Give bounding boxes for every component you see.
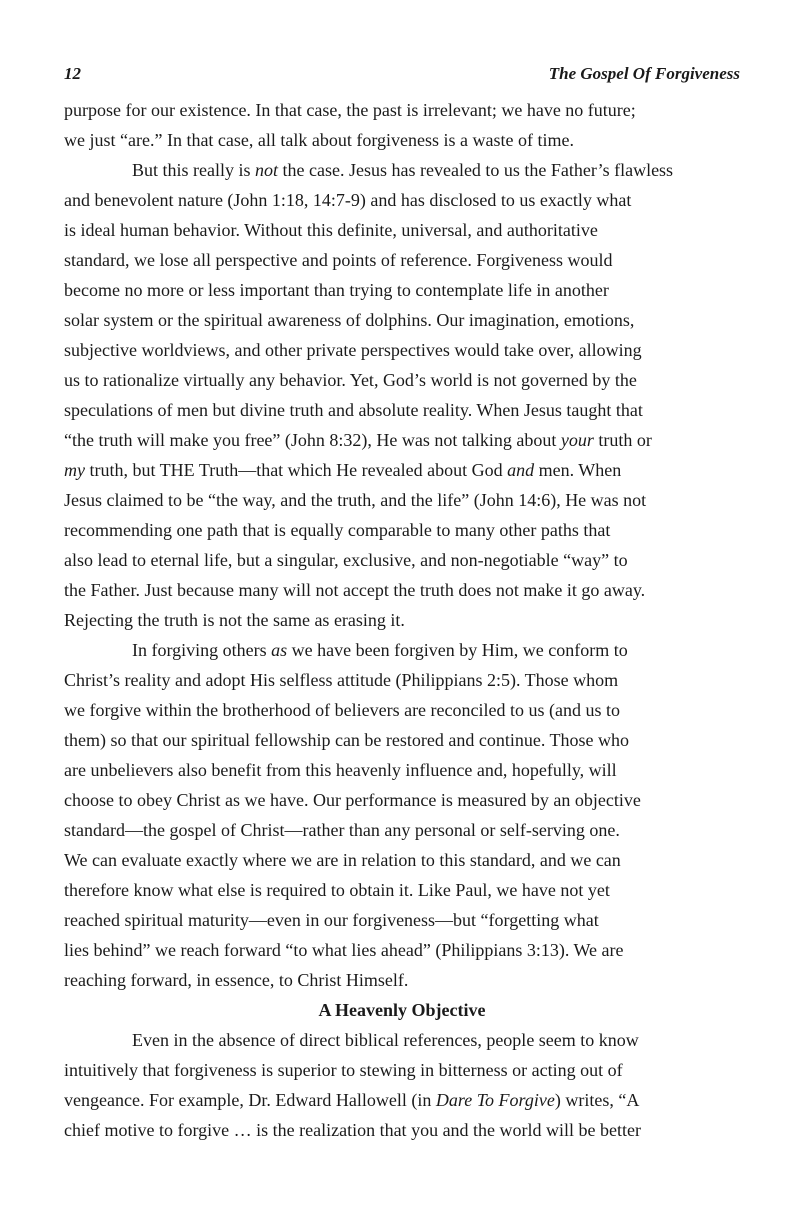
text-line <box>64 155 740 185</box>
text-segment: ) writes, “A <box>554 1090 640 1110</box>
text-segment: we have been forgiven by Him, we conform to <box>287 640 628 660</box>
text-segment: we forgive within the brotherhood of believers are reconciled to us (and us to <box>64 700 620 720</box>
text-segment: truth, but THE Truth—that which He revealed about God <box>85 460 508 480</box>
italic-text: not <box>255 160 279 180</box>
text-segment: therefore know what else is required to obtain it. Like Paul, we have not yet <box>64 880 610 900</box>
italic-text: as <box>271 640 288 660</box>
text-segment: But this really is <box>132 160 255 180</box>
text-line <box>64 815 740 845</box>
text-segment: reached spiritual maturity—even in our forgiveness—but “forgetting what <box>64 910 599 930</box>
text-segment: standard, we lose all perspective and points of reference. Forgiveness would <box>64 250 613 270</box>
text-segment: the Father. Just because many will not accept the truth does not make it go away. <box>64 580 646 600</box>
text-line <box>64 725 740 755</box>
text-line <box>64 1085 740 1115</box>
text-segment: subjective worldviews, and other private perspectives would take over, allowing <box>64 340 642 360</box>
italic-text: and <box>507 460 535 480</box>
text-line <box>64 905 740 935</box>
text-line <box>64 875 740 905</box>
text-line <box>64 365 740 395</box>
running-title: The Gospel Of Forgiveness <box>548 64 740 83</box>
text-segment: become no more or less important than trying to contemplate life in another <box>64 280 609 300</box>
text-line <box>64 785 740 815</box>
page-header <box>64 64 740 90</box>
body-text <box>64 95 740 1145</box>
text-line <box>64 185 740 215</box>
text-segment: vengeance. For example, Dr. Edward Hallowell (in <box>64 1090 436 1110</box>
text-line <box>64 395 740 425</box>
text-segment: recommending one path that is equally comparable to many other paths that <box>64 520 611 540</box>
text-segment: us to rationalize virtually any behavior. Yet, God’s world is not governed by the <box>64 370 637 390</box>
text-line <box>64 635 740 665</box>
text-line <box>64 755 740 785</box>
text-line <box>64 695 740 725</box>
text-line <box>64 455 740 485</box>
text-segment: “the truth will make you free” (John 8:32), He was not talking about <box>64 430 561 450</box>
text-segment: speculations of men but divine truth and absolute reality. When Jesus taught that <box>64 400 643 420</box>
page-number: 12 <box>64 64 81 83</box>
text-line <box>64 545 740 575</box>
text-segment: In forgiving others <box>132 640 272 660</box>
text-line <box>64 215 740 245</box>
text-segment: Even in the absence of direct biblical references, people seem to know <box>132 1030 639 1050</box>
text-line <box>64 485 740 515</box>
text-segment: Christ’s reality and adopt His selfless attitude (Philippians 2:5). Those whom <box>64 670 619 690</box>
text-segment: is ideal human behavior. Without this definite, universal, and authoritative <box>64 220 598 240</box>
text-segment: lies behind” we reach forward “to what lies ahead” (Philippians 3:13). We are <box>64 940 624 960</box>
text-segment: Rejecting the truth is not the same as erasing it. <box>64 610 405 630</box>
text-line <box>64 275 740 305</box>
text-segment: are unbelievers also benefit from this heavenly influence and, hopefully, will <box>64 760 617 780</box>
text-segment: solar system or the spiritual awareness of dolphins. Our imagination, emotions, <box>64 310 635 330</box>
text-line <box>64 845 740 875</box>
text-line <box>64 125 740 155</box>
text-line <box>64 425 740 455</box>
text-line <box>64 605 740 635</box>
text-segment: standard—the gospel of Christ—rather than any personal or self-serving one. <box>64 820 620 840</box>
text-line <box>64 515 740 545</box>
text-line <box>64 335 740 365</box>
italic-text: my <box>64 460 85 480</box>
text-segment: chief motive to forgive … is the realization that you and the world will be better <box>64 1120 642 1140</box>
text-segment: and benevolent nature (John 1:18, 14:7-9) and has disclosed to us exactly what <box>64 190 632 210</box>
section-heading <box>64 995 740 1025</box>
text-segment: them) so that our spiritual fellowship can be restored and continue. Those who <box>64 730 630 750</box>
text-line <box>64 1025 740 1055</box>
text-segment: choose to obey Christ as we have. Our performance is measured by an objective <box>64 790 641 810</box>
text-segment: truth or <box>593 430 652 450</box>
text-segment: Jesus claimed to be “the way, and the truth, and the life” (John 14:6), He was not <box>64 490 647 510</box>
text-line <box>64 245 740 275</box>
text-line <box>64 1055 740 1085</box>
italic-text: your <box>560 430 594 450</box>
text-segment: men. When <box>534 460 622 480</box>
text-segment: intuitively that forgiveness is superior to stewing in bitterness or acting out of <box>64 1060 623 1080</box>
text-line <box>64 665 740 695</box>
italic-text: Dare To Forgive <box>435 1090 555 1110</box>
text-line <box>64 95 740 125</box>
text-segment: A Heavenly Objective <box>318 1000 486 1020</box>
text-segment: the case. Jesus has revealed to us the Father’s flawless <box>278 160 674 180</box>
text-segment: we just “are.” In that case, all talk about forgiveness is a waste of time. <box>64 130 574 150</box>
text-segment: reaching forward, in essence, to Christ Himself. <box>64 970 409 990</box>
text-line <box>64 575 740 605</box>
text-segment: We can evaluate exactly where we are in relation to this standard, and we can <box>64 850 621 870</box>
text-line <box>64 305 740 335</box>
text-segment: purpose for our existence. In that case, the past is irrelevant; we have no future; <box>64 100 636 120</box>
text-line <box>64 965 740 995</box>
text-segment: also lead to eternal life, but a singular, exclusive, and non-negotiable “way” to <box>64 550 628 570</box>
text-line <box>64 1115 740 1145</box>
text-line <box>64 935 740 965</box>
